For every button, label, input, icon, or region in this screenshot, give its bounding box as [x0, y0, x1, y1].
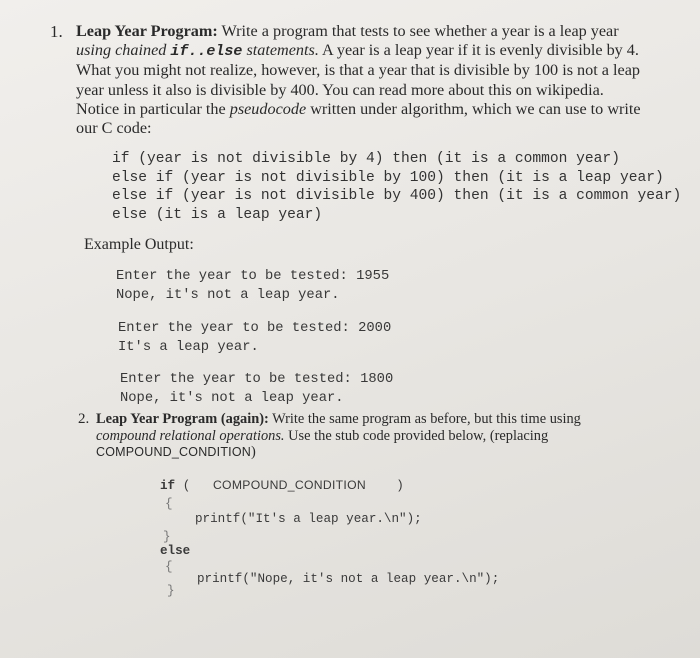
problem-2-italic: compound relational operations. — [96, 427, 285, 444]
problem-2-text: Write the same program as before, but this time using — [268, 411, 581, 427]
pseudocode-line: else if (year is not divisible by 100) then (it is a leap year) — [112, 169, 664, 186]
problem-1-body-end: written under algorithm, which we can use to write our C code: — [76, 99, 641, 138]
example-prompt: Enter the year to be tested: 2000 — [118, 321, 392, 336]
stub-condition: COMPOUND_CONDITION — [212, 478, 366, 492]
stub-if-keyword: if — [160, 479, 176, 493]
stub-printf-not-leap: printf("Nope, it's not a leap year.\n"); — [197, 572, 500, 586]
stub-open-brace: { — [165, 497, 173, 511]
stub-close-paren: ) — [396, 479, 404, 493]
problem-2-number: 2. — [78, 411, 90, 427]
example-output-3 — [120, 371, 393, 408]
example-result: Nope, it's not a leap year. — [120, 390, 344, 406]
example-prompt: Enter the year to be tested: 1800 — [120, 372, 394, 387]
pseudocode-line: else if (year is not divisible by 400) then (it is a common year) — [112, 188, 682, 204]
problem-2-text-3: ) — [251, 444, 256, 460]
stub-open-paren: ( — [182, 479, 191, 493]
problem-2-text-2: Use the stub code provided below, (replacing — [284, 427, 549, 444]
problem-1-body: A year is a leap year if it is evenly divisible by 4. What you might not realize, however, is that a year that is divisible by 100 is not a leap year unless it also is divisible by 400. You can read more about this on wikipedia. Notice in particular the — [76, 41, 640, 118]
example-result: It's a leap year. — [118, 339, 259, 355]
pseudocode-block — [112, 150, 681, 224]
example-prompt: Enter the year to be tested: 1955 — [116, 269, 390, 284]
stub-if-line — [160, 478, 404, 493]
problem-1-paragraph — [76, 22, 646, 138]
stub-close-brace: } — [163, 530, 171, 544]
problem-1-body-italic: pseudocode — [229, 99, 307, 118]
problem-1-title: Leap Year Program: — [76, 22, 218, 40]
example-output-label: Example Output: — [84, 236, 194, 253]
problem-1-number: 1. — [50, 22, 63, 41]
problem-2-paragraph — [96, 411, 616, 461]
problem-1-code-keyword: if..else — [170, 43, 243, 61]
stub-printf-leap: printf("It's a leap year.\n"); — [195, 512, 422, 526]
example-result: Nope, it's not a leap year. — [116, 287, 340, 303]
pseudocode-line: else (it is a leap year) — [112, 206, 323, 223]
problem-1-intro: Write a program that tests to see whether a year is a leap year — [217, 22, 619, 40]
problem-1-intro-italic: using chained — [76, 41, 171, 60]
example-output-1 — [116, 268, 389, 305]
stub-else-keyword: else — [160, 544, 191, 558]
problem-2-title: Leap Year Program (again): — [96, 411, 269, 427]
problem-2-condition-name: COMPOUND_CONDITION — [96, 445, 251, 459]
stub-open-brace: { — [165, 560, 173, 574]
pseudocode-line: if (year is not divisible by 4) then (it is a common year) — [112, 151, 620, 167]
stub-close-brace: } — [167, 584, 175, 598]
problem-1-intro-italic-2: statements. — [242, 41, 319, 60]
example-output-2 — [118, 320, 391, 357]
